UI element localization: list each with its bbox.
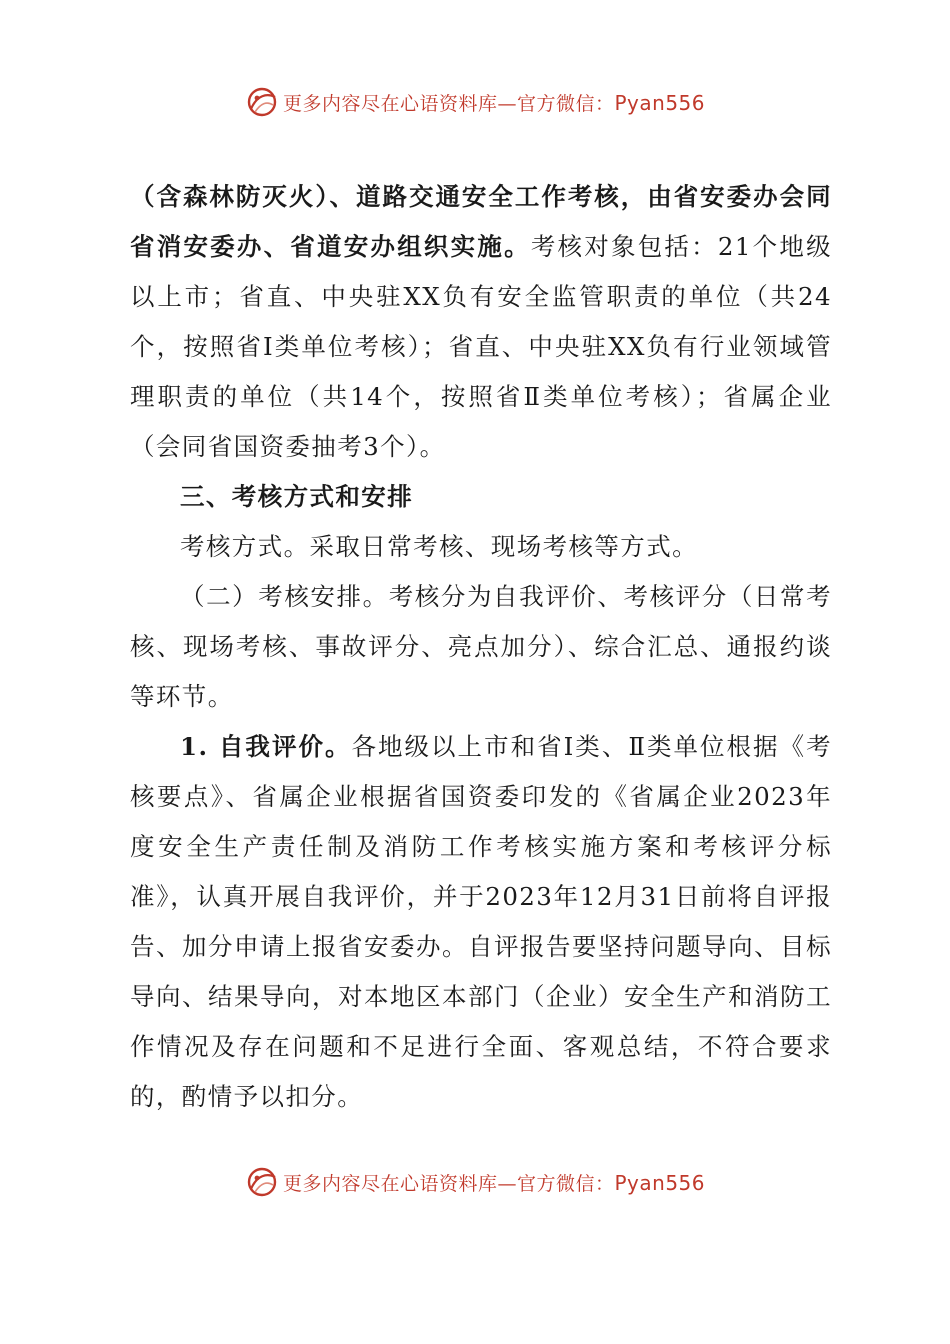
paragraph-exam-arrangement: （二）考核安排。考核分为自我评价、考核评分（日常考核、现场考核、事故评分、亮点加分）、综合汇总、通报约谈等环节。 (130, 582, 832, 711)
logo-icon (245, 85, 279, 119)
banner-text: 更多内容尽在心语资料库—官方微信：Pyan556 (282, 1170, 706, 1195)
section-heading: 三、考核方式和安排 (180, 482, 414, 511)
header-banner (0, 82, 950, 122)
body-text: 各地级以上市和省Ⅰ类、Ⅱ类单位根据《考核要点》、省属企业根据省国资委印发的《省属企业2023年度安全生产责任制及消防工作考核实施方案和考核评分标准》，认真开展自我评价，并于2023年12月31日前将自评报告、加分申请上报省安委办。自评报告要坚持问题导向、目标导向、结果导向，对本地区本部门（企业）安全生产和消防工作情况及存在问题和不足进行全面、客观总结，不符合要求的，酌情予以扣分。 (130, 732, 832, 1111)
paragraph-exam-scope (130, 172, 832, 472)
body-text: 考核对象包括：21个地级以上市；省直、中央驻XX负有安全监管职责的单位（共24个，按照省Ⅰ类单位考核）；省直、中央驻XX负有行业领域管理职责的单位（共14个，按照省Ⅱ类单位考核）；省属企业（会同省国资委抽考3个）。 (130, 232, 832, 461)
paragraph-self-evaluation (130, 722, 832, 1122)
bold-text: 1. 自我评价。 (180, 732, 352, 761)
footer-banner (0, 1162, 950, 1202)
document-body (130, 172, 832, 1122)
wechat-id: Pyan556 (614, 1170, 706, 1195)
wechat-id: Pyan556 (614, 90, 706, 115)
paragraph-exam-method: 考核方式。采取日常考核、现场考核等方式。 (180, 532, 698, 561)
banner-text: 更多内容尽在心语资料库—官方微信：Pyan556 (282, 90, 706, 115)
bold-text: （含森林防灭火）、道路交通安全工作考核，由省安委办会同省消安委办、省道安办组织实施。 (130, 182, 832, 261)
logo-icon (245, 1165, 279, 1199)
